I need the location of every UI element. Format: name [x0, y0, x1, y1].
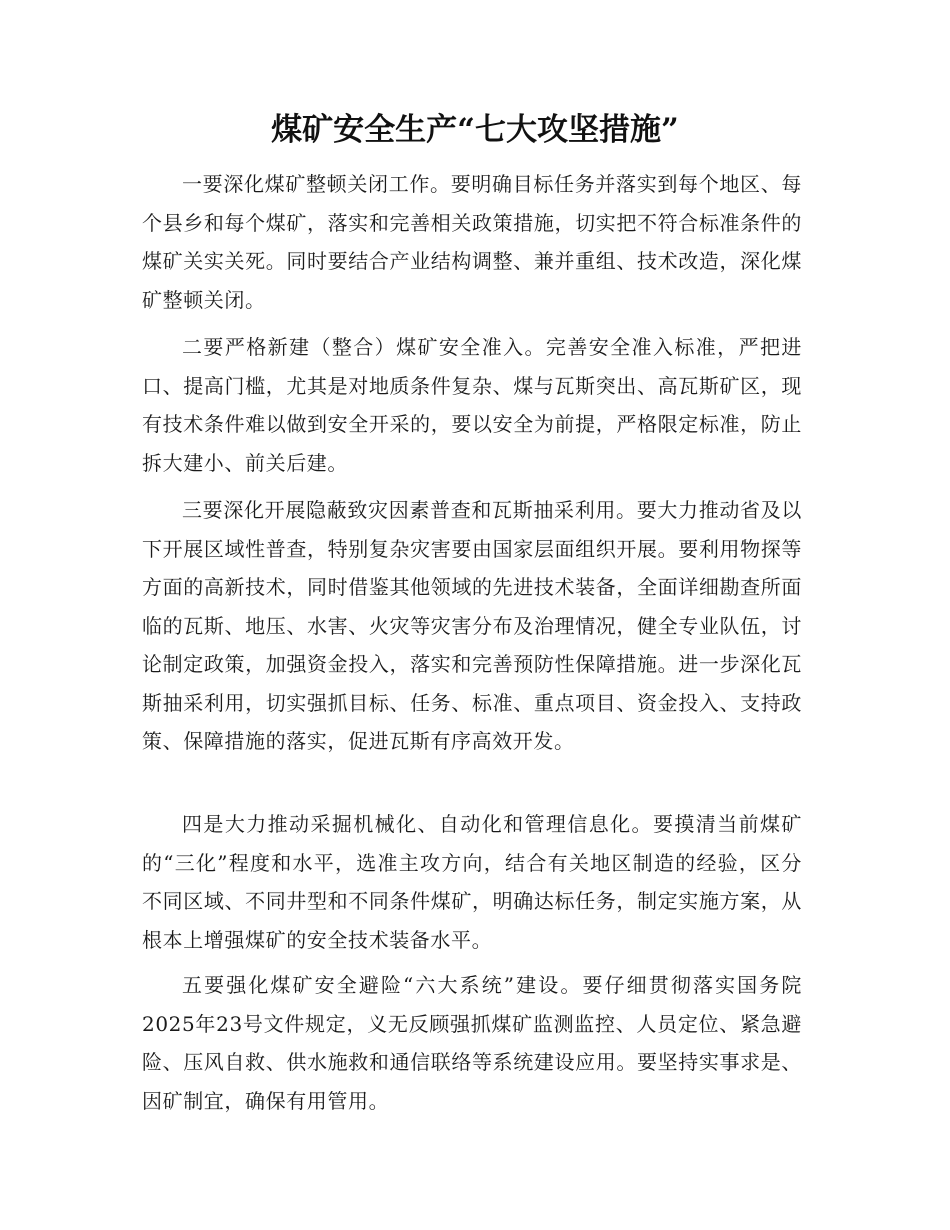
paragraph-3: 三要深化开展隐蔽致灾因素普查和瓦斯抽采利用。要大力推动省及以下开展区域性普查，特别复杂灾害要由国家层面组织开展。要利用物探等方面的高新技术，同时借鉴其他领域的先进技术装备，全面详细勘查所面临的瓦斯、地压、水害、火灾等灾害分布及治理情况，健全专业队伍，讨论制定政策，加强资金投入，落实和完善预防性保障措施。进一步深化瓦斯抽采利用，切实强抓目标、任务、标准、重点项目、资金投入、支持政策、保障措施的落实，促进瓦斯有序高效开发。 [142, 498, 802, 753]
paragraph-5: 五要强化煤矿安全避险“六大系统”建设。要仔细贯彻落实国务院2025年23号文件规定，义无反顾强抓煤矿监测监控、人员定位、紧急避险、压风自救、供水施救和通信联络等系统建设应用。要坚持实事求是、因矿制宜，确保有用管用。 [142, 973, 802, 1113]
paragraph-2: 二要严格新建（整合）煤矿安全准入。完善安全准入标准，严把进口、提高门槛，尤其是对地质条件复杂、煤与瓦斯突出、高瓦斯矿区，现有技术条件难以做到安全开采的，要以安全为前提，严格限定标准，防止拆大建小、前关后建。 [142, 335, 802, 475]
document-title: 煤矿安全生产“七大攻坚措施” [271, 112, 679, 148]
paragraph-1: 一要深化煤矿整顿关闭工作。要明确目标任务并落实到每个地区、每个县乡和每个煤矿，落实和完善相关政策措施，切实把不符合标准条件的煤矿关实关死。同时要结合产业结构调整、兼并重组、技术改造，深化煤矿整顿关闭。 [142, 172, 802, 312]
paragraph-4: 四是大力推动采掘机械化、自动化和管理信息化。要摸清当前煤矿的“三化”程度和水平，选准主攻方向，结合有关地区制造的经验，区分不同区域、不同井型和不同条件煤矿，明确达标任务，制定实施方案，从根本上增强煤矿的安全技术装备水平。 [142, 812, 802, 952]
